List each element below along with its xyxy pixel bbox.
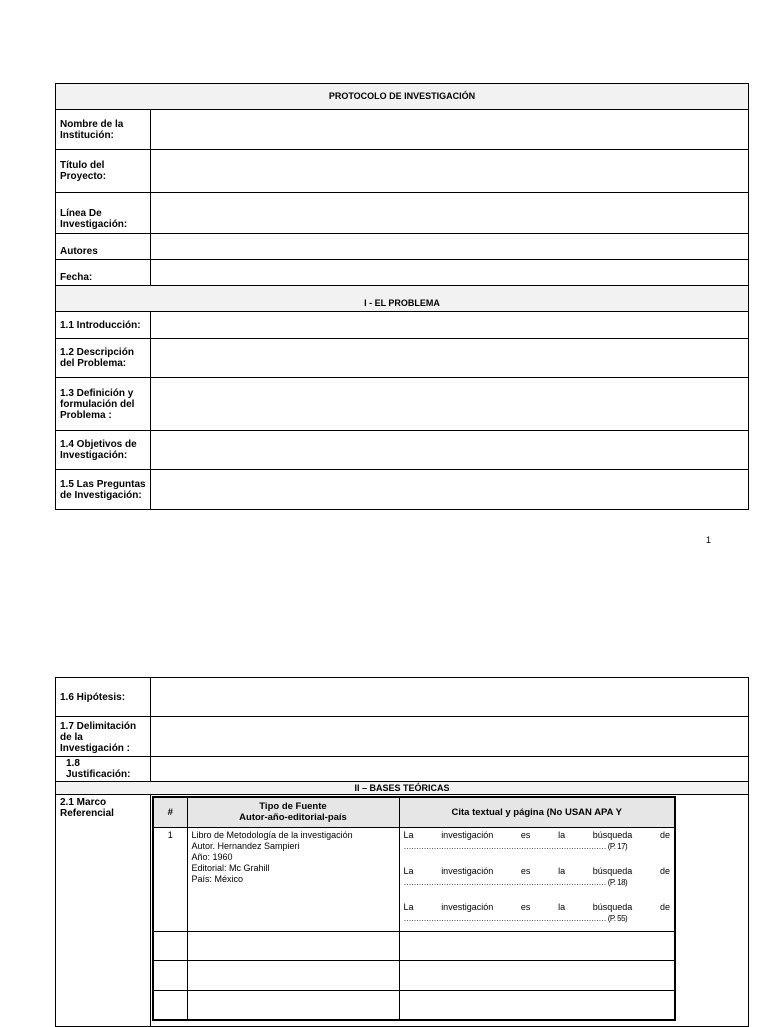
- label-institucion: Nombre de la Institución:: [56, 110, 151, 150]
- source-line: País: México: [191, 873, 244, 884]
- citation-page: ……………………………………………………………………… (P. 18): [403, 877, 628, 887]
- label-justificacion: 1.8 Justificación:: [56, 757, 151, 782]
- entry-citations: [399, 827, 675, 931]
- field-titulo[interactable]: [151, 150, 749, 193]
- label-fecha: Fecha:: [56, 260, 151, 286]
- label-hipotesis: 1.6 Hipótesis:: [56, 678, 151, 717]
- citation-text: La investigación es la búsqueda de: [403, 829, 670, 840]
- citation-block: [404, 866, 671, 888]
- field-linea[interactable]: [151, 193, 749, 234]
- empty-cell[interactable]: [187, 960, 399, 990]
- field-justificacion[interactable]: [151, 757, 749, 782]
- field-definicion[interactable]: [151, 378, 749, 431]
- empty-cell[interactable]: [153, 990, 187, 1020]
- label-introduccion: 1.1 Introducción:: [56, 312, 151, 339]
- empty-cell[interactable]: [153, 931, 187, 960]
- label-titulo: Título del Proyecto:: [56, 150, 151, 193]
- citation-block: [404, 830, 671, 852]
- fuentes-table: [152, 796, 676, 1021]
- empty-cell[interactable]: [399, 960, 675, 990]
- field-fecha[interactable]: [151, 260, 749, 286]
- field-preguntas[interactable]: [151, 470, 749, 510]
- col-header-tipo-line2: Autor-año-editorial-país: [239, 812, 347, 824]
- empty-cell[interactable]: [153, 960, 187, 990]
- empty-cell[interactable]: [399, 990, 675, 1020]
- marco-referencial-cell: [151, 795, 749, 1027]
- label-delimitacion: 1.7 Delimitación de la Investigación :: [56, 717, 151, 757]
- section-problema: I - EL PROBLEMA: [56, 286, 749, 312]
- protocol-table-continued: [55, 677, 749, 1027]
- label-objetivos: 1.4 Objetivos de Investigación:: [56, 431, 151, 470]
- label-preguntas: 1.5 Las Preguntas de Investigación:: [56, 470, 151, 510]
- source-line: Autor. Hernandez Sampieri: [191, 840, 300, 851]
- col-header-cita: Cita textual y página (No USAN APA Y: [399, 797, 675, 827]
- field-autores[interactable]: [151, 234, 749, 260]
- citation-page: ……………………………………………………………………… (P. 55): [403, 913, 628, 923]
- field-objetivos[interactable]: [151, 431, 749, 470]
- label-descripcion: 1.2 Descripción del Problema:: [56, 339, 151, 378]
- field-delimitacion[interactable]: [151, 717, 749, 757]
- page-number: 1: [706, 535, 712, 545]
- label-linea: Línea De Investigación:: [56, 193, 151, 234]
- col-header-tipo: [187, 797, 399, 827]
- source-line: Editorial: Mc Grahill: [191, 862, 270, 873]
- col-header-tipo-line1: Tipo de Fuente: [259, 801, 327, 813]
- entry-number: 1: [153, 827, 187, 931]
- field-introduccion[interactable]: [151, 312, 749, 339]
- protocol-title: PROTOCOLO DE INVESTIGACIÓN: [56, 84, 749, 110]
- citation-text: La investigación es la búsqueda de: [403, 901, 670, 912]
- label-marco-referencial: 2.1 Marco Referencial: [56, 795, 151, 1027]
- entry-source: [187, 827, 399, 931]
- field-hipotesis[interactable]: [151, 678, 749, 717]
- empty-cell[interactable]: [399, 931, 675, 960]
- label-definicion: 1.3 Definición y formulación del Problema :: [56, 378, 151, 431]
- citation-block: [404, 902, 671, 924]
- protocol-table: [55, 83, 749, 510]
- label-autores: Autores: [56, 234, 151, 260]
- empty-cell[interactable]: [187, 990, 399, 1020]
- col-header-num: #: [153, 797, 187, 827]
- citation-text: La investigación es la búsqueda de: [403, 865, 670, 876]
- source-line: Libro de Metodología de la investigación: [191, 829, 353, 840]
- field-institucion[interactable]: [151, 110, 749, 150]
- source-line: Año: 1960: [191, 851, 233, 862]
- field-descripcion[interactable]: [151, 339, 749, 378]
- citation-page: ……………………………………………………………………… (P. 17): [403, 841, 628, 851]
- section-bases-teoricas: II – BASES TEÓRICAS: [56, 782, 749, 795]
- empty-cell[interactable]: [187, 931, 399, 960]
